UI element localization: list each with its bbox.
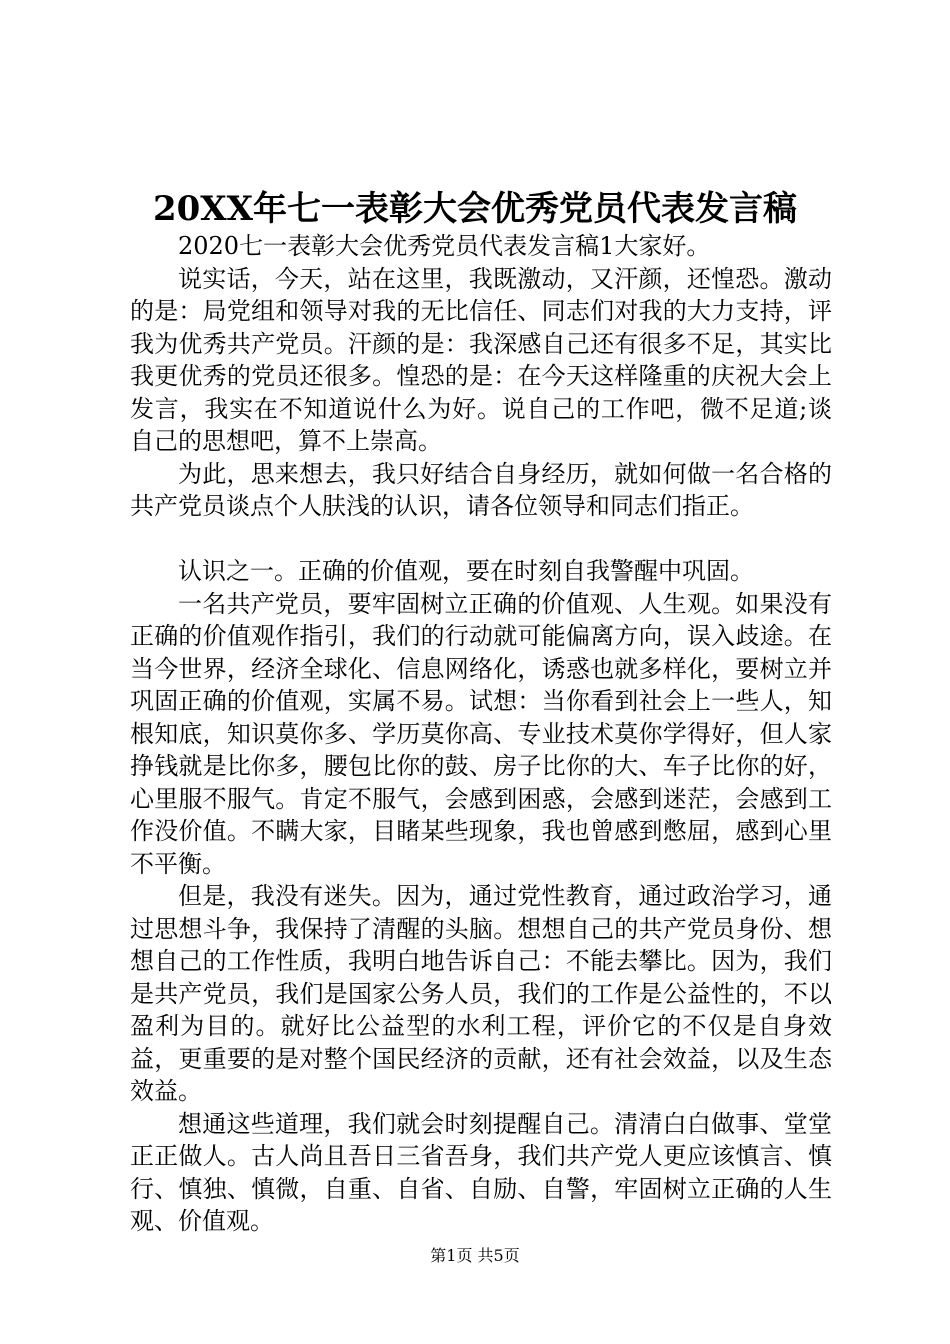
document-title: 20XX年七一表彰大会优秀党员代表发言稿 [152,189,798,229]
paragraph-not-lost: 但是，我没有迷失。因为，通过党性教育，通过政治学习，通过思想斗争，我保持了清醒的头脑。想想自己的共产党员身份、想想自己的工作性质，我明白地告诉自己：不能去攀比。因为，我们是共产党员，我们是国家公务人员，我们的工作是公益性的，不以盈利为目的。就好比公益型的水利工程，评价它的不仅是自身效益，更重要的是对整个国民经济的贡献，还有社会效益，以及生态效益。 [130,882,832,1105]
paragraph-reminder: 想通这些道理，我们就会时刻提醒自己。清清白白做事、堂堂正正做人。古人尚且吾日三省吾身，我们共产党人更应该慎言、慎行、慎独、慎微，自重、自省、自励、自警，牢固树立正确的人生观、价值观。 [130,1109,832,1235]
paragraph-values: 一名共产党员，要牢固树立正确的价值观、人生观。如果没有正确的价值观作指引，我们的行动就可能偏离方向，误入歧途。在当今世界，经济全球化、信息网络化，诱惑也就多样化，要树立并巩固正确的价值观，实属不易。试想：当你看到社会上一些人，知根知底，知识莫你多、学历莫你高、专业技术莫你学得好，但人家挣钱就是比你多，腰包比你的鼓、房子比你的大、车子比你的好，心里服不服气。肯定不服气，会感到困惑，会感到迷茫，会感到工作没价值。不瞒大家，目睹某些现象，我也曾感到憋屈，感到心里不平衡。 [130,589,832,878]
page-footer: 第1页 共5页 [430,1246,520,1265]
paragraph-greeting: 2020七一表彰大会优秀党员代表发言稿1大家好。 [178,232,711,260]
paragraph-heading-one: 认识之一。正确的价值观，要在时刻自我警醒中巩固。 [178,557,754,585]
paragraph-feelings: 说实话，今天，站在这里，我既激动，又汗颜，还惶恐。激动的是：局党组和领导对我的无比信任、同志们对我的大力支持，评我为优秀共产党员。汗颜的是：我深感自己还有很多不足，其实比我更优秀的党员还很多。惶恐的是：在今天这样隆重的庆祝大会上发言，我实在不知道说什么为好。说自己的工作吧，微不足道;谈自己的思想吧，算不上崇高。 [130,264,832,455]
paragraph-intro: 为此，思来想去，我只好结合自身经历，就如何做一名合格的共产党员谈点个人肤浅的认识，请各位领导和同志们指正。 [130,459,832,520]
paragraph-spacer [130,523,832,556]
document-body [130,230,832,1238]
